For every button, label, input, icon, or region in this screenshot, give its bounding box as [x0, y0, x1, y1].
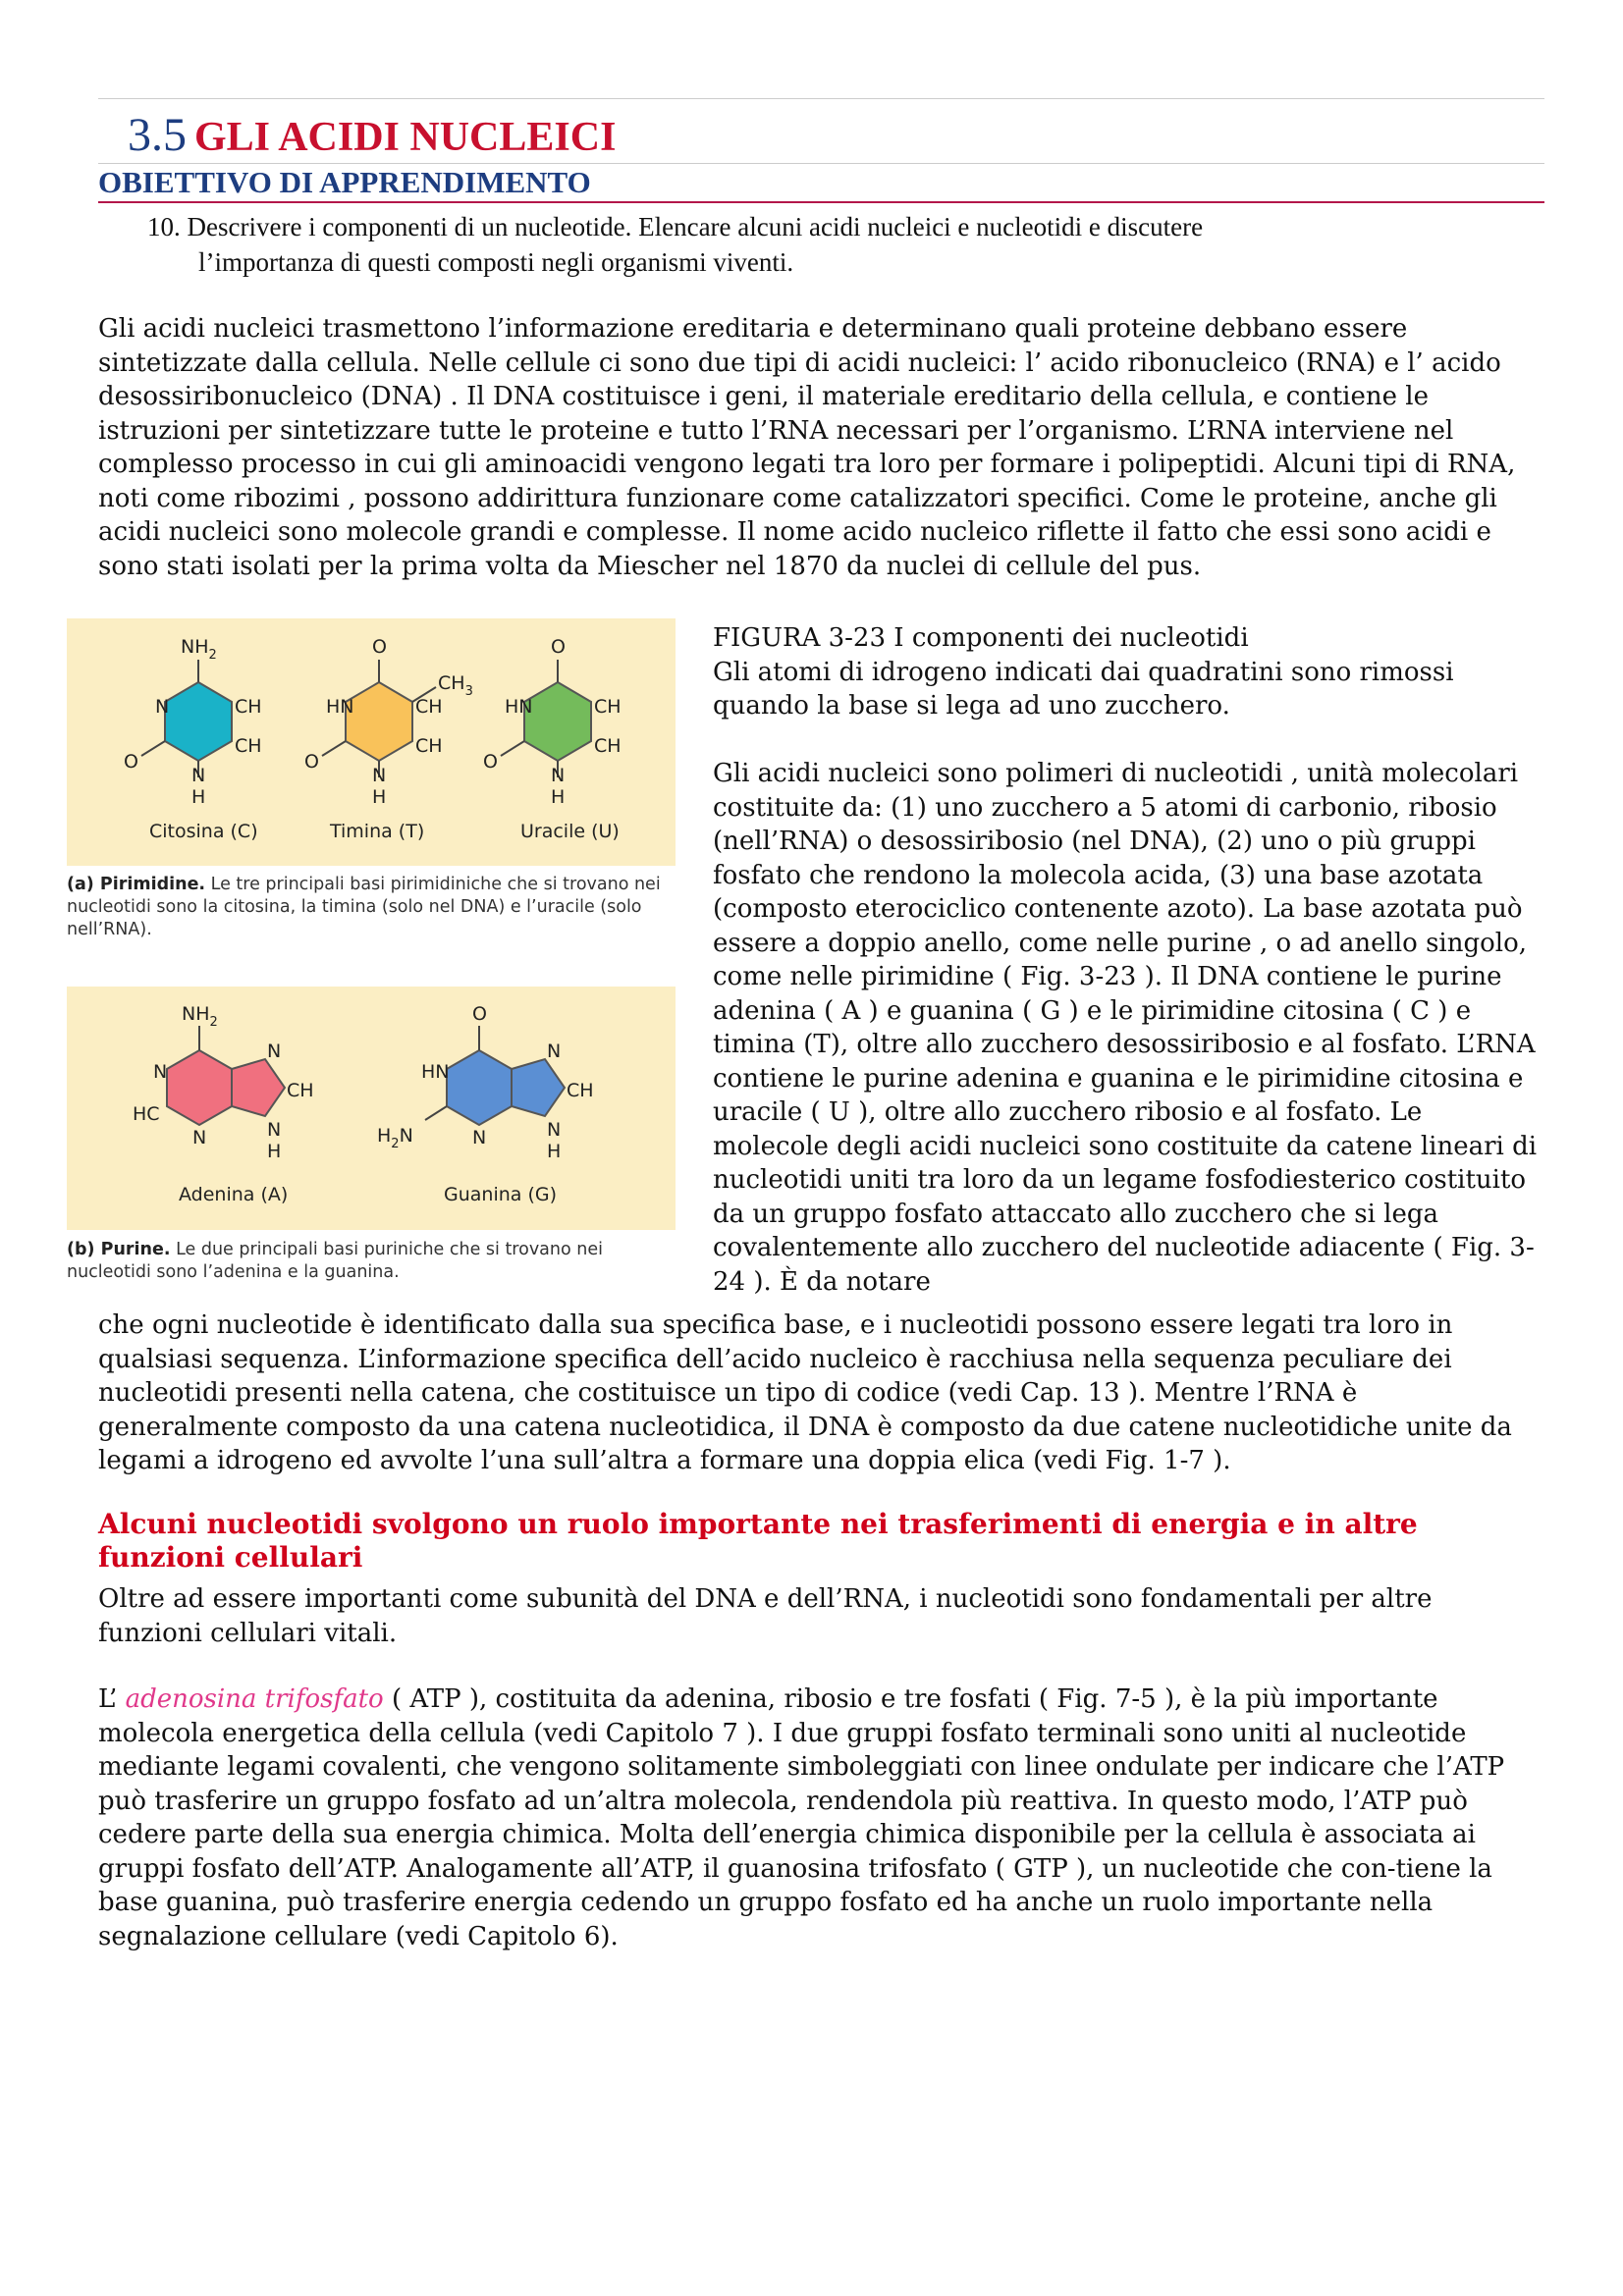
caption-purines [67, 1239, 685, 1284]
thymine-ch6: CH [415, 735, 443, 757]
thymine-n1: N [372, 765, 387, 786]
adenine-n7: N [267, 1041, 282, 1062]
adenine-n9: N [267, 1119, 282, 1141]
svg-text:NH2 [181, 636, 217, 663]
section-number: 3.5 [128, 109, 187, 161]
caption-purines-title: (b) Purine. [67, 1240, 171, 1259]
thymine-o2: O [304, 751, 319, 773]
objective-rule [98, 201, 1544, 203]
caption-pyrimidines-title: (a) Pirimidine. [67, 875, 206, 894]
cytosine-ch6: CH [235, 735, 262, 757]
caption-pyrimidines [67, 874, 685, 941]
nucleotides-paragraph: Gli acidi nucleici sono polimeri di nucleotidi , unità molecolari costituite da: (1) uno zucchero a 5 atomi di carbonio, ribosio (nell’RNA) o desossiribosio (nel DNA), (2) uno o più gruppi fosfato che rendono la molecola acida, (3) una base azotata (composto eterociclico contenente azoto). La base azotata può essere a doppio anello, come nelle purine , o ad anello singolo, come nelle pirimidine ( Fig. 3-23 ). Il DNA contiene le purine adenina ( A ) e guanina ( G ) e le pirimidine citosina ( C ) e timina (T), oltre allo zucchero desossiribosio e al fosfato. L’RNA contiene le purine adenina e guanina e le pirimidine citosina e uracile ( U ), oltre allo zucchero ribosio e al fosfato. Le molecole degli acidi nucleici sono costituite da catene lineari di nucleotidi uniti tra loro da un legame fosfodiesterico costituito da un gruppo fosfato attaccato allo zucchero che si lega covalentemente allo zucchero del nucleotide adiacente ( Fig. 3-24 ). È da notare [713, 759, 1538, 1297]
svg-text:H2N [377, 1125, 413, 1151]
cytosine-o: O [124, 751, 138, 773]
heading-rule [98, 163, 1544, 164]
guanine-label: Guanina (G) [444, 1184, 558, 1205]
top-rule [98, 98, 1544, 99]
thymine-structure [304, 636, 473, 842]
adenine-label: Adenina (A) [179, 1184, 289, 1205]
uracil-n1: N [551, 765, 566, 786]
objective-heading: OBIETTIVO DI APPRENDIMENTO [98, 165, 591, 199]
uracil-ch6: CH [594, 735, 622, 757]
guanine-o: O [472, 1003, 487, 1025]
atp-text: ( ATP ), costituita da adenina, ribosio e tre fosfati ( Fig. 7-5 ), è la più importante molecola energetica della cellula (vedi Capitolo 7 ). I due gruppi fosfato terminali sono uniti al nucleotide mediante legami covalenti, che vengono solitamente simboleggiati con linee ondulate per indicare che l’ATP può trasferire un gruppo fosfato ad un’altra molecola, rendendola più reattiva. In questo modo, l’ATP può cedere parte della sua energia chimica. Molta dell’energia chimica disponibile per la cellula è associata ai gruppi fosfato dell’ATP. Analogamente all’ATP, il guanosina trifosfato ( GTP ), un nucleotide che con-tiene la base guanina, può trasferire energia cedendo un gruppo fosfato ed ha anche un ruolo importante nella segnalazione cellulare (vedi Capitolo 6). [98, 1684, 1505, 1951]
guanine-h2n-sub: 2 [391, 1137, 400, 1151]
guanine-h2n: H [377, 1125, 392, 1147]
uracil-ring [524, 682, 591, 761]
adenine-n3: N [192, 1127, 207, 1148]
thymine-ring [346, 682, 412, 761]
continuation-paragraph: che ogni nucleotide è identificato dalla sua specifica base, e i nucleotidi possono essere legati tra loro in qualsiasi sequenza. L’informazione specifica dell’acido nucleico è racchiusa nella sequenza peculiare dei nucleotidi presenti nella catena, che costituisce un tipo di codice (vedi Cap. 13 ). Mentre l’RNA è generalmente composto da una catena nucleotidica, il DNA è composto da due catene nucleotidiche unite da legami a idrogeno ed avvolte l’una sull’altra a formare una doppia elica (vedi Fig. 1-7 ). [98, 1310, 1512, 1475]
uracil-ch5: CH [594, 696, 622, 718]
right-column [713, 621, 1542, 1299]
objective-line-1: 10. Descrivere i componenti di un nucleotide. Elencare alcuni acidi nucleici e nucleotidi e discutere [147, 212, 1204, 241]
adenine-hc2: HC [133, 1103, 160, 1125]
uracil-h: H [551, 786, 566, 808]
thymine-hn: HN [326, 696, 354, 718]
uracil-o2: O [483, 751, 498, 773]
adenine-structure [133, 1003, 314, 1205]
guanine-n9: N [547, 1119, 562, 1141]
thymine-ch3: CH [438, 672, 465, 694]
objective-item [147, 209, 1424, 280]
atp-term[interactable]: adenosina trifosfato [125, 1684, 384, 1714]
cytosine-n1: N [191, 765, 206, 786]
cytosine-n3: N [155, 696, 170, 718]
adenine-nh2: NH [182, 1003, 210, 1025]
svg-text:NH2 [182, 1003, 218, 1030]
caption-purines-text: Le due principali basi puriniche che si trovano nei nucleotidi sono l’adenina e la guanina. [67, 1240, 603, 1282]
section-heading [128, 108, 616, 162]
objective-line-2: l’importanza di questi composti negli organismi viventi. [198, 247, 794, 277]
guanine-ch8: CH [567, 1080, 594, 1101]
figure-description: Gli atomi di idrogeno indicati dai quadratini sono rimossi quando la base si lega ad uno zucchero. [713, 657, 1454, 721]
energy-subheading: Alcuni nucleotidi svolgono un ruolo importante nei trasferimenti di energia e in altre funzioni cellulari [98, 1508, 1418, 1574]
atp-paragraph [98, 1682, 1542, 1953]
thymine-c5: CH [415, 696, 443, 718]
adenine-nh2-sub: 2 [209, 1015, 218, 1030]
guanine-n7: N [547, 1041, 562, 1062]
guanine-structure [377, 1003, 594, 1205]
figure-pyrimidines [67, 618, 676, 866]
uracil-hn: HN [505, 696, 533, 718]
guanine-n3: N [472, 1127, 487, 1148]
figure-purines [67, 987, 676, 1230]
guanine-h: H [547, 1141, 562, 1162]
uracil-structure [483, 636, 622, 842]
svg-text:CH3 [438, 672, 473, 699]
guanine-hn: HN [421, 1061, 450, 1083]
thymine-label: Timina (T) [330, 821, 425, 842]
thymine-ch3-sub: 3 [464, 684, 473, 699]
atp-lead: L’ [98, 1684, 126, 1714]
thymine-h: H [372, 786, 387, 808]
thymine-o4: O [372, 636, 387, 658]
caption-pyrimidines-text: Le tre principali basi pirimidiniche che si trovano nei nucleotidi sono la citosina, la timina (solo nel DNA) e l’uracile (solo nell’RNA). [67, 875, 661, 939]
uracil-o4: O [551, 636, 566, 658]
cytosine-h: H [191, 786, 206, 808]
intro-paragraph: Gli acidi nucleici trasmettono l’informazione ereditaria e determinano quali proteine debbano essere sintetizzate dalla cellula. Nelle cellule ci sono due tipi di acidi nucleici: l’ acido ribonucleico (RNA) e l’ acido desossiribonucleico (DNA) . Il DNA costituisce i geni, il materiale ereditario della cellula, e contiene le istruzioni per sintetizzare tutte le proteine e tutto l’RNA necessari per l’organismo. L’RNA interviene nel complesso processo in cui gli aminoacidi vengono legati tra loro per formare i polipeptidi. Alcuni tipi di RNA, noti come ribozimi , possono addirittura funzionare come catalizzatori specifici. Come le proteine, anche gli acidi nucleici sono molecole grandi e complesse. Il nome acido nucleico riflette il fatto che essi sono acidi e sono stati isolati per la prima volta da Miescher nel 1870 da nuclei di cellule del pus. [98, 314, 1516, 581]
cytosine-ring [165, 682, 232, 761]
cytosine-label: Citosina (C) [149, 821, 258, 842]
figure-title: FIGURA 3-23 I componenti dei nucleotidi [713, 623, 1249, 653]
cytosine-nh2: NH [181, 636, 209, 658]
uracil-label: Uracile (U) [520, 821, 620, 842]
cytosine-ch5: CH [235, 696, 262, 718]
cytosine-nh2-sub: 2 [208, 648, 217, 663]
section-title: GLI ACIDI NUCLEICI [194, 115, 617, 160]
guanine-h2n-n: N [399, 1125, 413, 1147]
adenine-ch8: CH [287, 1080, 314, 1101]
adenine-h: H [267, 1141, 282, 1162]
cytosine-structure [124, 636, 262, 842]
energy-intro-paragraph: Oltre ad essere importanti come subunità del DNA e dell’RNA, i nucleotidi sono fondamentali per altre funzioni cellulari vitali. [98, 1584, 1433, 1648]
adenine-n1: N [153, 1061, 168, 1083]
